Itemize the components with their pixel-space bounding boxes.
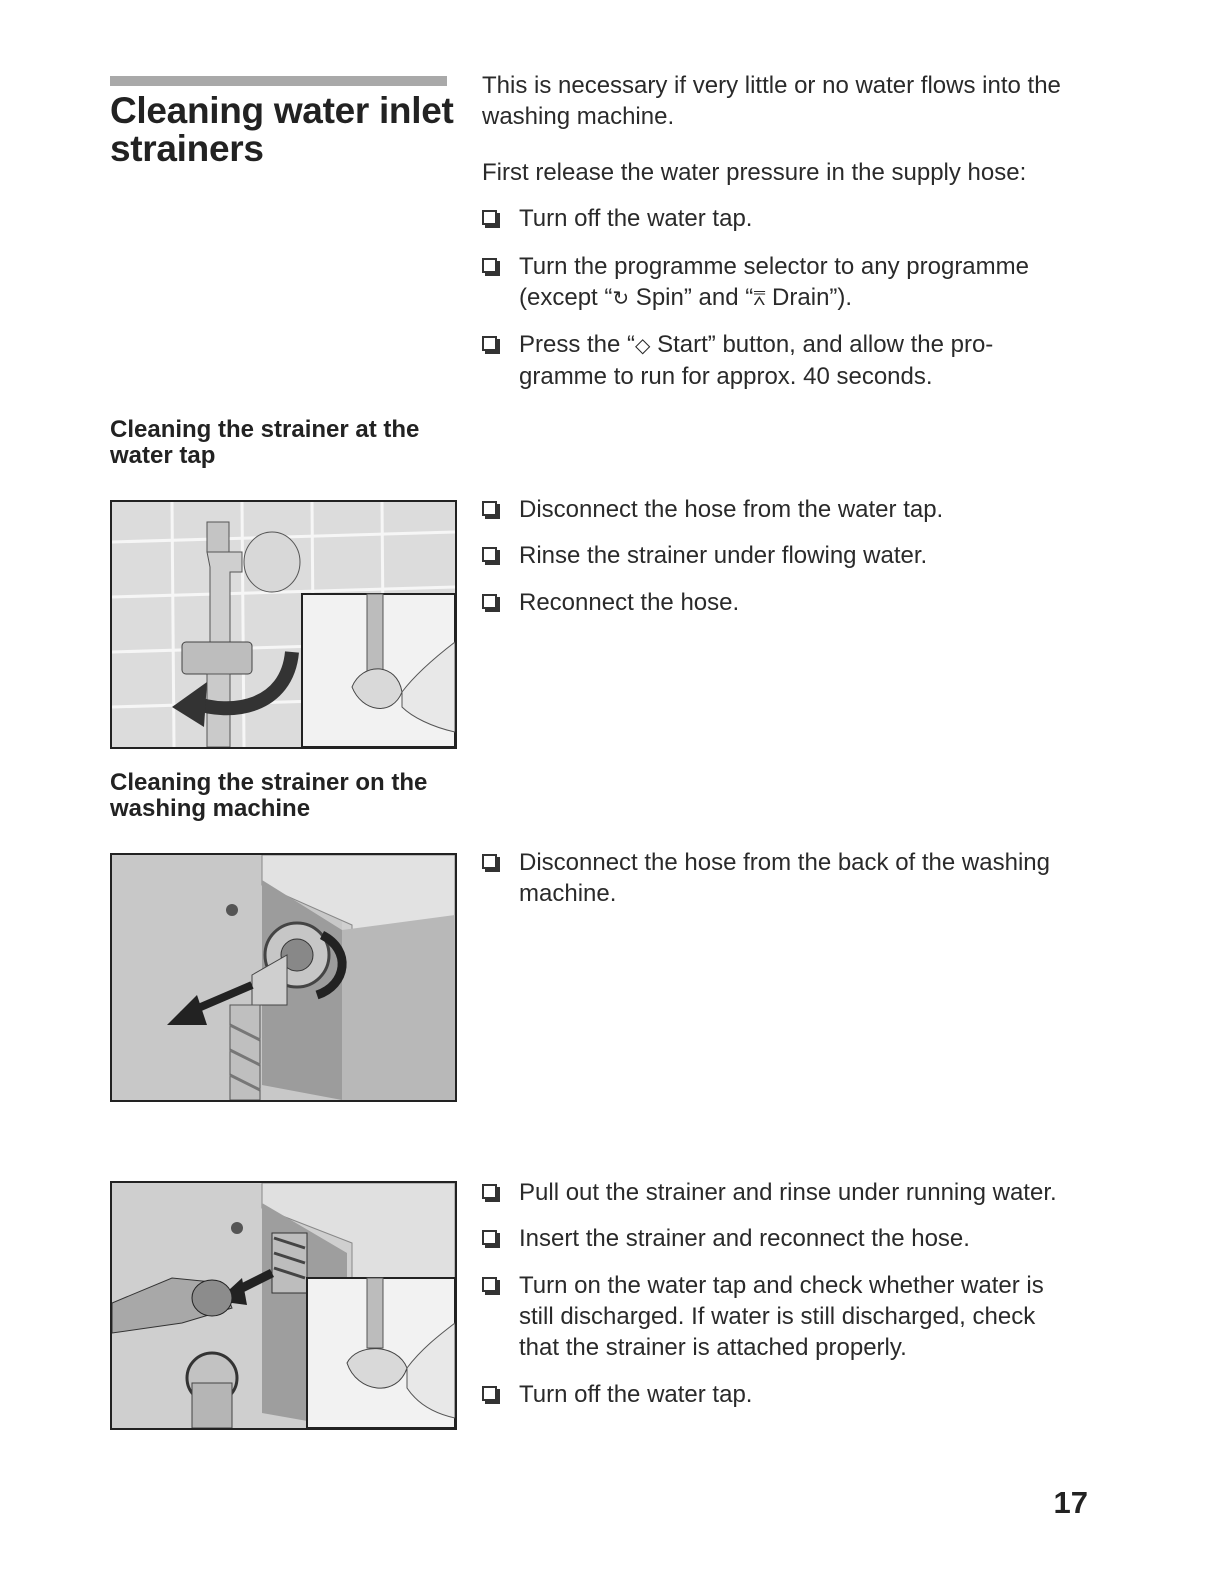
strainer-removal-illustration (110, 1181, 457, 1430)
checkbox-bullet-icon (482, 336, 497, 351)
list-item: Turn off the water tap. (482, 203, 1102, 234)
title-rule (110, 76, 447, 86)
section-heading-tap: Cleaning the strainer at the water tap (110, 416, 420, 469)
list-item: Rinse the strainer under flowing water. (482, 540, 1102, 571)
tap-strainer-illustration (110, 500, 457, 749)
checkbox-bullet-icon (482, 1230, 497, 1245)
list-item: Turn off the water tap. (482, 1379, 1102, 1410)
list-item: Press the “◇ Start” button, and allow the pro- gramme to run for approx. 40 seconds. (482, 329, 1102, 392)
list-item: Disconnect the hose from the back of the washing machine. (482, 847, 1102, 909)
checkbox-bullet-icon (482, 1277, 497, 1292)
start-icon: ◇ (635, 333, 651, 357)
list-item: Disconnect the hose from the water tap. (482, 494, 1102, 525)
page-title: Cleaning water inlet strainers (110, 90, 454, 169)
checkbox-bullet-icon (482, 1184, 497, 1199)
section-heading-machine: Cleaning the strainer on the washing machine (110, 769, 428, 822)
checkbox-bullet-icon (482, 854, 497, 869)
checkbox-bullet-icon (482, 501, 497, 516)
checkbox-bullet-icon (482, 258, 497, 273)
spin-icon: ↻ (612, 286, 630, 310)
list-item: Insert the strainer and reconnect the hose. (482, 1223, 1102, 1254)
checkbox-bullet-icon (482, 210, 497, 225)
list-item: Reconnect the hose. (482, 587, 1102, 618)
list-item: Pull out the strainer and rinse under running water. (482, 1177, 1102, 1208)
checkbox-bullet-icon (482, 547, 497, 562)
drain-icon: ⩞ (753, 286, 766, 310)
list-item: Turn on the water tap and check whether water is still discharged. If water is still discharged, check that the strainer is attached properly. (482, 1270, 1102, 1363)
machine-hose-illustration (110, 853, 457, 1102)
intro-paragraph: This is necessary if very little or no water flows into the washing machine. (482, 72, 1061, 130)
checkbox-bullet-icon (482, 594, 497, 609)
checkbox-bullet-icon (482, 1386, 497, 1401)
pressure-paragraph: First release the water pressure in the supply hose: (482, 159, 1027, 186)
page-number: 17 (1053, 1485, 1088, 1520)
list-item: Turn the programme selector to any programme (except “↻ Spin” and “⩞ Drain”). (482, 251, 1102, 314)
